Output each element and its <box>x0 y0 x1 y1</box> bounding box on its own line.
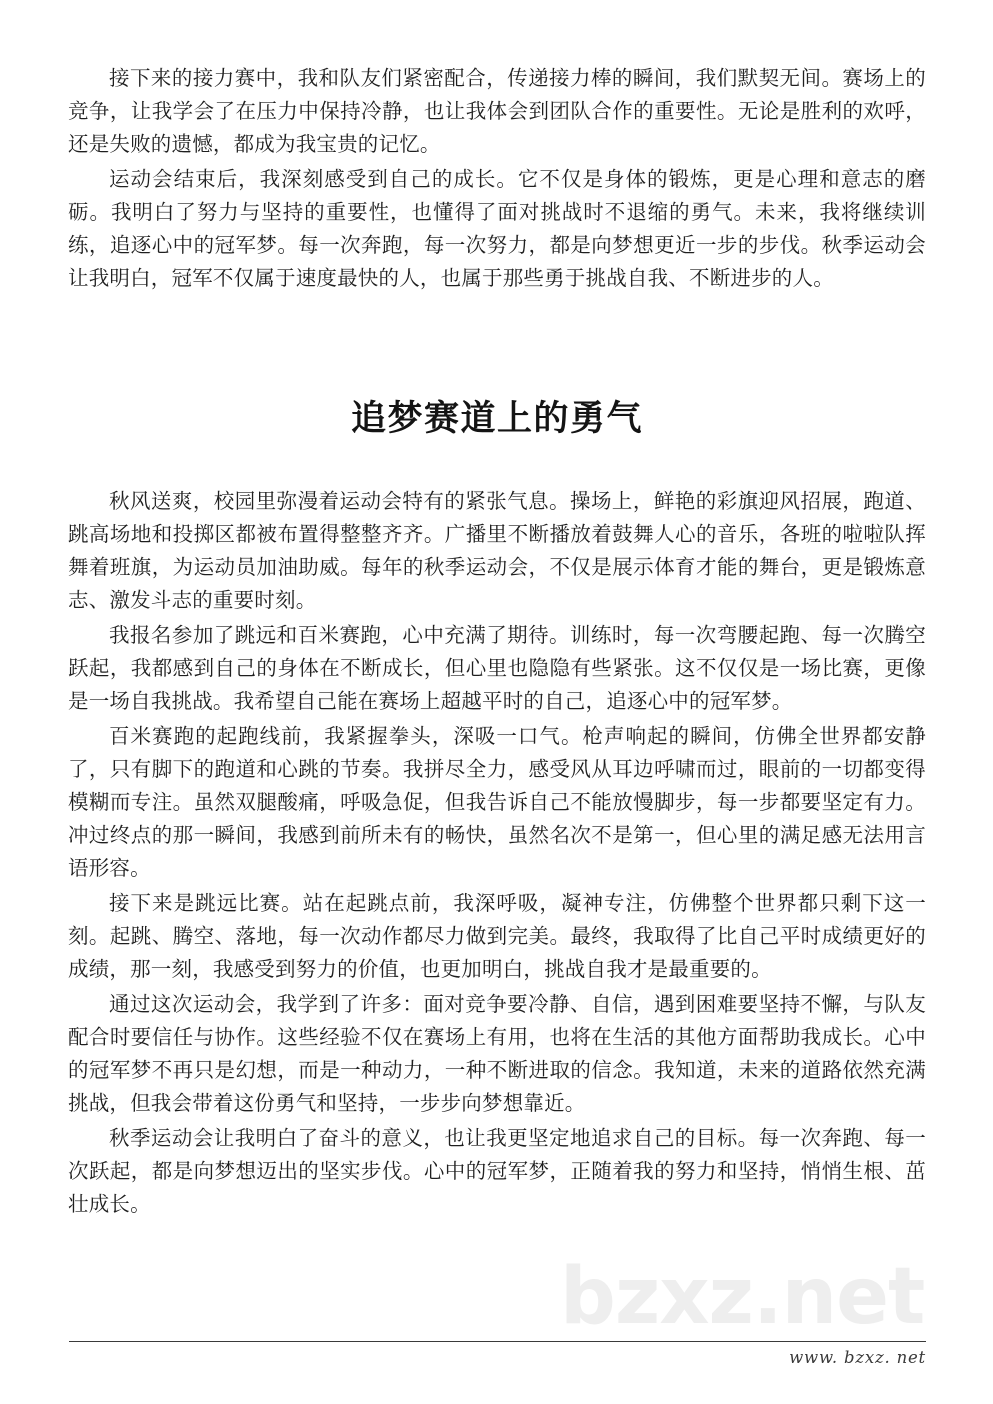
paragraph-prev-1: 接下来的接力赛中，我和队友们紧密配合，传递接力棒的瞬间，我们默契无间。赛场上的竞争，让我学会了在压力中保持冷静，也让我体会到团队合作的重要性。无论是胜利的欢呼，还是失败的遗憾，都成为我宝贵的记忆。 <box>68 66 926 156</box>
paragraph-body-6: 秋季运动会让我明白了奋斗的意义，也让我更坚定地追求自己的目标。每一次奔跑、每一次跃起，都是向梦想迈出的坚实步伐。心中的冠军梦，正随着我的努力和坚持，悄悄生根、茁壮成长。 <box>68 1126 926 1216</box>
section-break <box>68 295 926 391</box>
document-content <box>68 62 926 1221</box>
paragraph-body-4: 接下来是跳远比赛。站在起跳点前，我深呼吸，凝神专注，仿佛整个世界都只剩下这一刻。起跳、腾空、落地，每一次动作都尽力做到完美。最终，我取得了比自己平时成绩更好的成绩，那一刻，我感受到努力的价值，也更加明白，挑战自我才是最重要的。 <box>68 891 926 981</box>
paragraph-body-1: 秋风送爽，校园里弥漫着运动会特有的紧张气息。操场上，鲜艳的彩旗迎风招展，跑道、跳高场地和投掷区都被布置得整整齐齐。广播里不断播放着鼓舞人心的音乐，各班的啦啦队挥舞着班旗，为运动员加油助威。每年的秋季运动会，不仅是展示体育才能的舞台，更是锻炼意志、激发斗志的重要时刻。 <box>68 489 926 612</box>
paragraph-body-3: 百米赛跑的起跑线前，我紧握拳头，深吸一口气。枪声响起的瞬间，仿佛全世界都安静了，只有脚下的跑道和心跳的节奏。我拼尽全力，感受风从耳边呼啸而过，眼前的一切都变得模糊而专注。虽然双腿酸痛，呼吸急促，但我告诉自己不能放慢脚步，每一步都要坚定有力。冲过终点的那一瞬间，我感到前所未有的畅快，虽然名次不是第一，但心里的满足感无法用言语形容。 <box>68 724 926 880</box>
paragraph-body-5: 通过这次运动会，我学到了许多：面对竞争要冷静、自信，遇到困难要坚持不懈，与队友配合时要信任与协作。这些经验不仅在赛场上有用，也将在生活的其他方面帮助我成长。心中的冠军梦不再只是幻想，而是一种动力，一种不断进取的信念。我知道，未来的道路依然充满挑战，但我会带着这份勇气和坚持，一步步向梦想靠近。 <box>68 992 926 1115</box>
footer-divider <box>69 1341 926 1342</box>
paragraph-body-2: 我报名参加了跳远和百米赛跑，心中充满了期待。训练时，每一次弯腰起跑、每一次腾空跃起，我都感到自己的身体在不断成长，但心里也隐隐有些紧张。这不仅仅是一场比赛，更像是一场自我挑战。我希望自己能在赛场上超越平时的自己，追逐心中的冠军梦。 <box>68 623 926 713</box>
site-watermark: bzxz.net <box>560 1252 925 1342</box>
paragraph-prev-2: 运动会结束后，我深刻感受到自己的成长。它不仅是身体的锻炼，更是心理和意志的磨砺。我明白了努力与坚持的重要性，也懂得了面对挑战时不退缩的勇气。未来，我将继续训练，追逐心中的冠军梦。每一次奔跑，每一次努力，都是向梦想更近一步的步伐。秋季运动会让我明白，冠军不仅属于速度最快的人，也属于那些勇于挑战自我、不断进步的人。 <box>68 167 926 290</box>
article-title: 追梦赛道上的勇气 <box>350 398 643 439</box>
footer-url: www. bzxz. net <box>789 1348 926 1367</box>
title-spacer-bottom <box>68 441 926 485</box>
